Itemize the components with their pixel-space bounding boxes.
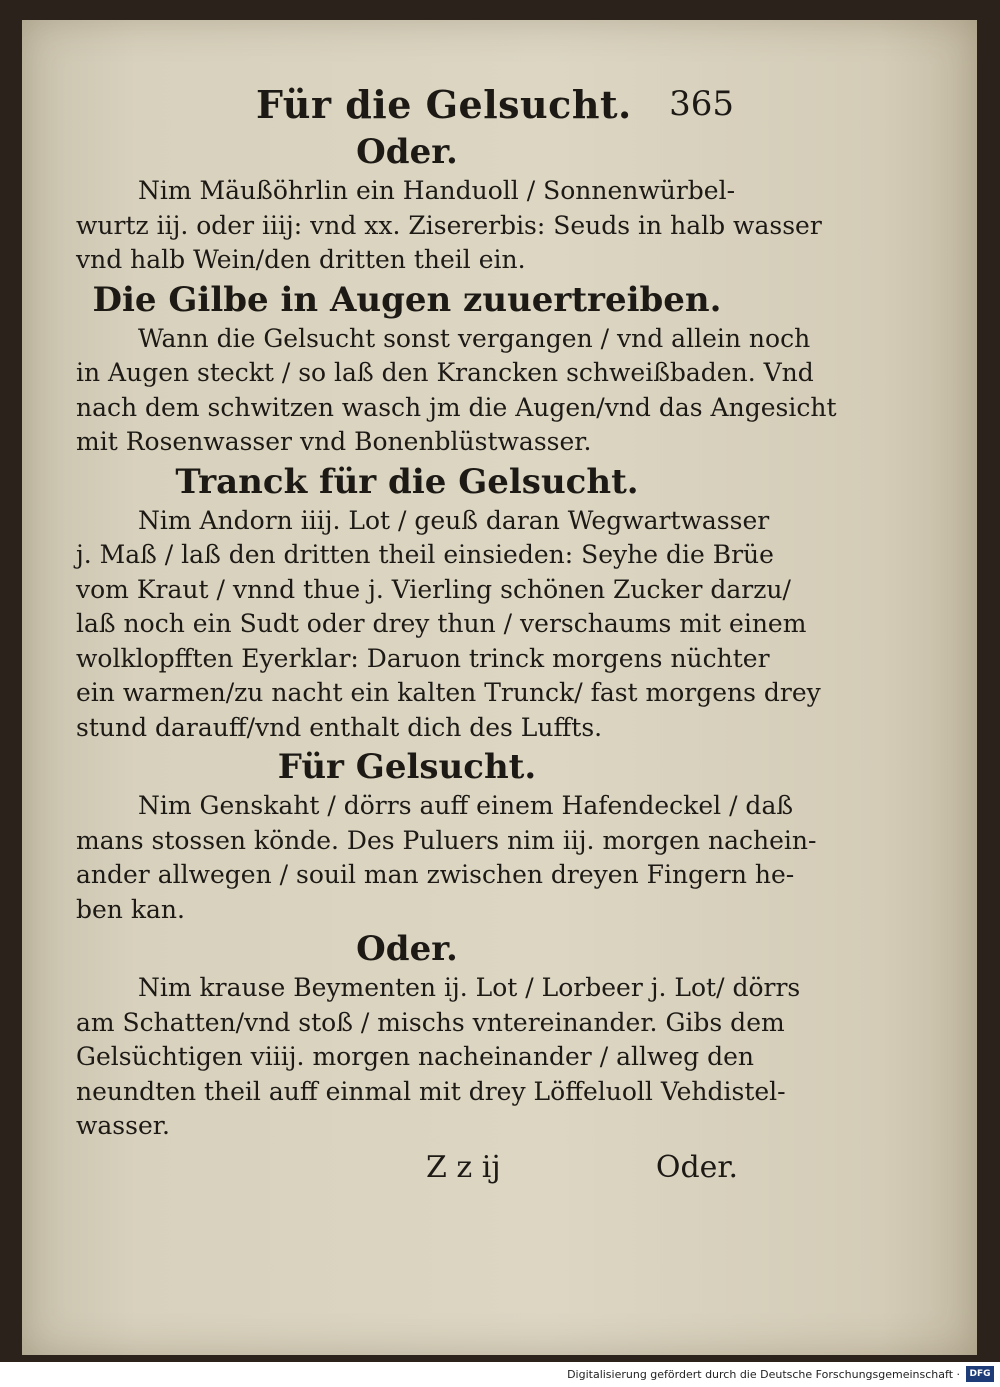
section-heading: Oder.	[356, 929, 458, 969]
page-content	[76, 82, 837, 1194]
dfg-logo: DFG	[966, 1366, 994, 1382]
text-line: ben kan.	[76, 894, 185, 924]
text-line: wasser.	[76, 1111, 170, 1140]
section-paragraph	[76, 504, 821, 746]
page-footer	[76, 1150, 738, 1194]
text-line: nach dem schwitzen wasch jm die Augen/vnd das Angesicht	[76, 392, 837, 422]
book-page	[22, 20, 977, 1355]
page-number: 365	[669, 84, 734, 124]
text-line: Nim Andorn iiij. Lot / geuß daran Wegwartwasser	[138, 505, 770, 535]
section-heading: Tranck für die Gelsucht.	[175, 461, 639, 502]
text-line: neundten theil auff einmal mit drey Löffeluoll Vehdistel-	[76, 1076, 786, 1106]
text-sections	[76, 130, 837, 1144]
text-line: Wann die Gelsucht sonst vergangen / vnd allein noch	[138, 323, 811, 353]
funding-notice: Digitalisierung gefördert durch die Deutsche Forschungsgemeinschaft ·	[567, 1368, 960, 1381]
text-line: ander allwegen / souil man zwischen dreyen Fingern he-	[76, 860, 795, 889]
section-heading: Die Gilbe in Augen zuuertreiben.	[92, 279, 722, 320]
text-line: Nim krause Beymenten ij. Lot / Lorbeer j. Lot/ dörrs	[138, 973, 801, 1002]
text-line: stund darauff/vnd enthalt dich des Luffts.	[76, 712, 603, 742]
section-heading: Für Gelsucht.	[277, 747, 537, 787]
section-paragraph	[76, 322, 837, 460]
signature-mark: Z z ij	[426, 1149, 501, 1185]
text-line: mit Rosenwasser vnd Bonenblüstwasser.	[76, 427, 592, 456]
running-title: Für die Gelsucht.	[256, 82, 632, 127]
text-line: Gelsüchtigen viiij. morgen nacheinander / allweg den	[76, 1042, 755, 1071]
text-line: j. Maß / laß den dritten theil einsieden: Seyhe die Brüe	[76, 540, 774, 569]
text-line: Nim Mäußöhrlin ein Handuoll / Sonnenwürbel-	[138, 176, 736, 205]
running-head	[76, 82, 738, 130]
text-line: wolklopfften Eyerklar: Daruon trinck morgens nüchter	[76, 643, 770, 673]
funding-bar	[0, 1362, 1000, 1387]
section-heading: Oder.	[356, 132, 458, 172]
section-paragraph	[76, 789, 817, 927]
text-line: am Schatten/vnd stoß / mischs vntereinander. Gibs dem	[76, 1007, 785, 1037]
text-line: laß noch ein Sudt oder drey thun / verschaums mit einem	[76, 609, 807, 638]
text-line: mans stossen könde. Des Puluers nim iij. morgen nachein-	[76, 825, 817, 855]
section-paragraph	[76, 971, 801, 1144]
section-paragraph	[76, 174, 822, 278]
text-line: Nim Genskaht / dörrs auff einem Hafendeckel / daß	[138, 791, 794, 820]
catchword: Oder.	[655, 1149, 738, 1185]
text-line: wurtz iij. oder iiij: vnd xx. Zisererbis: Seuds in halb wasser	[76, 210, 822, 240]
text-line: in Augen steckt / so laß den Krancken schweißbaden. Vnd	[76, 358, 814, 387]
text-line: ein warmen/zu nacht ein kalten Trunck/ fast morgens drey	[76, 678, 821, 707]
text-line: vom Kraut / vnnd thue j. Vierling schönen Zucker darzu/	[76, 574, 791, 604]
text-line: vnd halb Wein/den dritten theil ein.	[76, 245, 526, 274]
